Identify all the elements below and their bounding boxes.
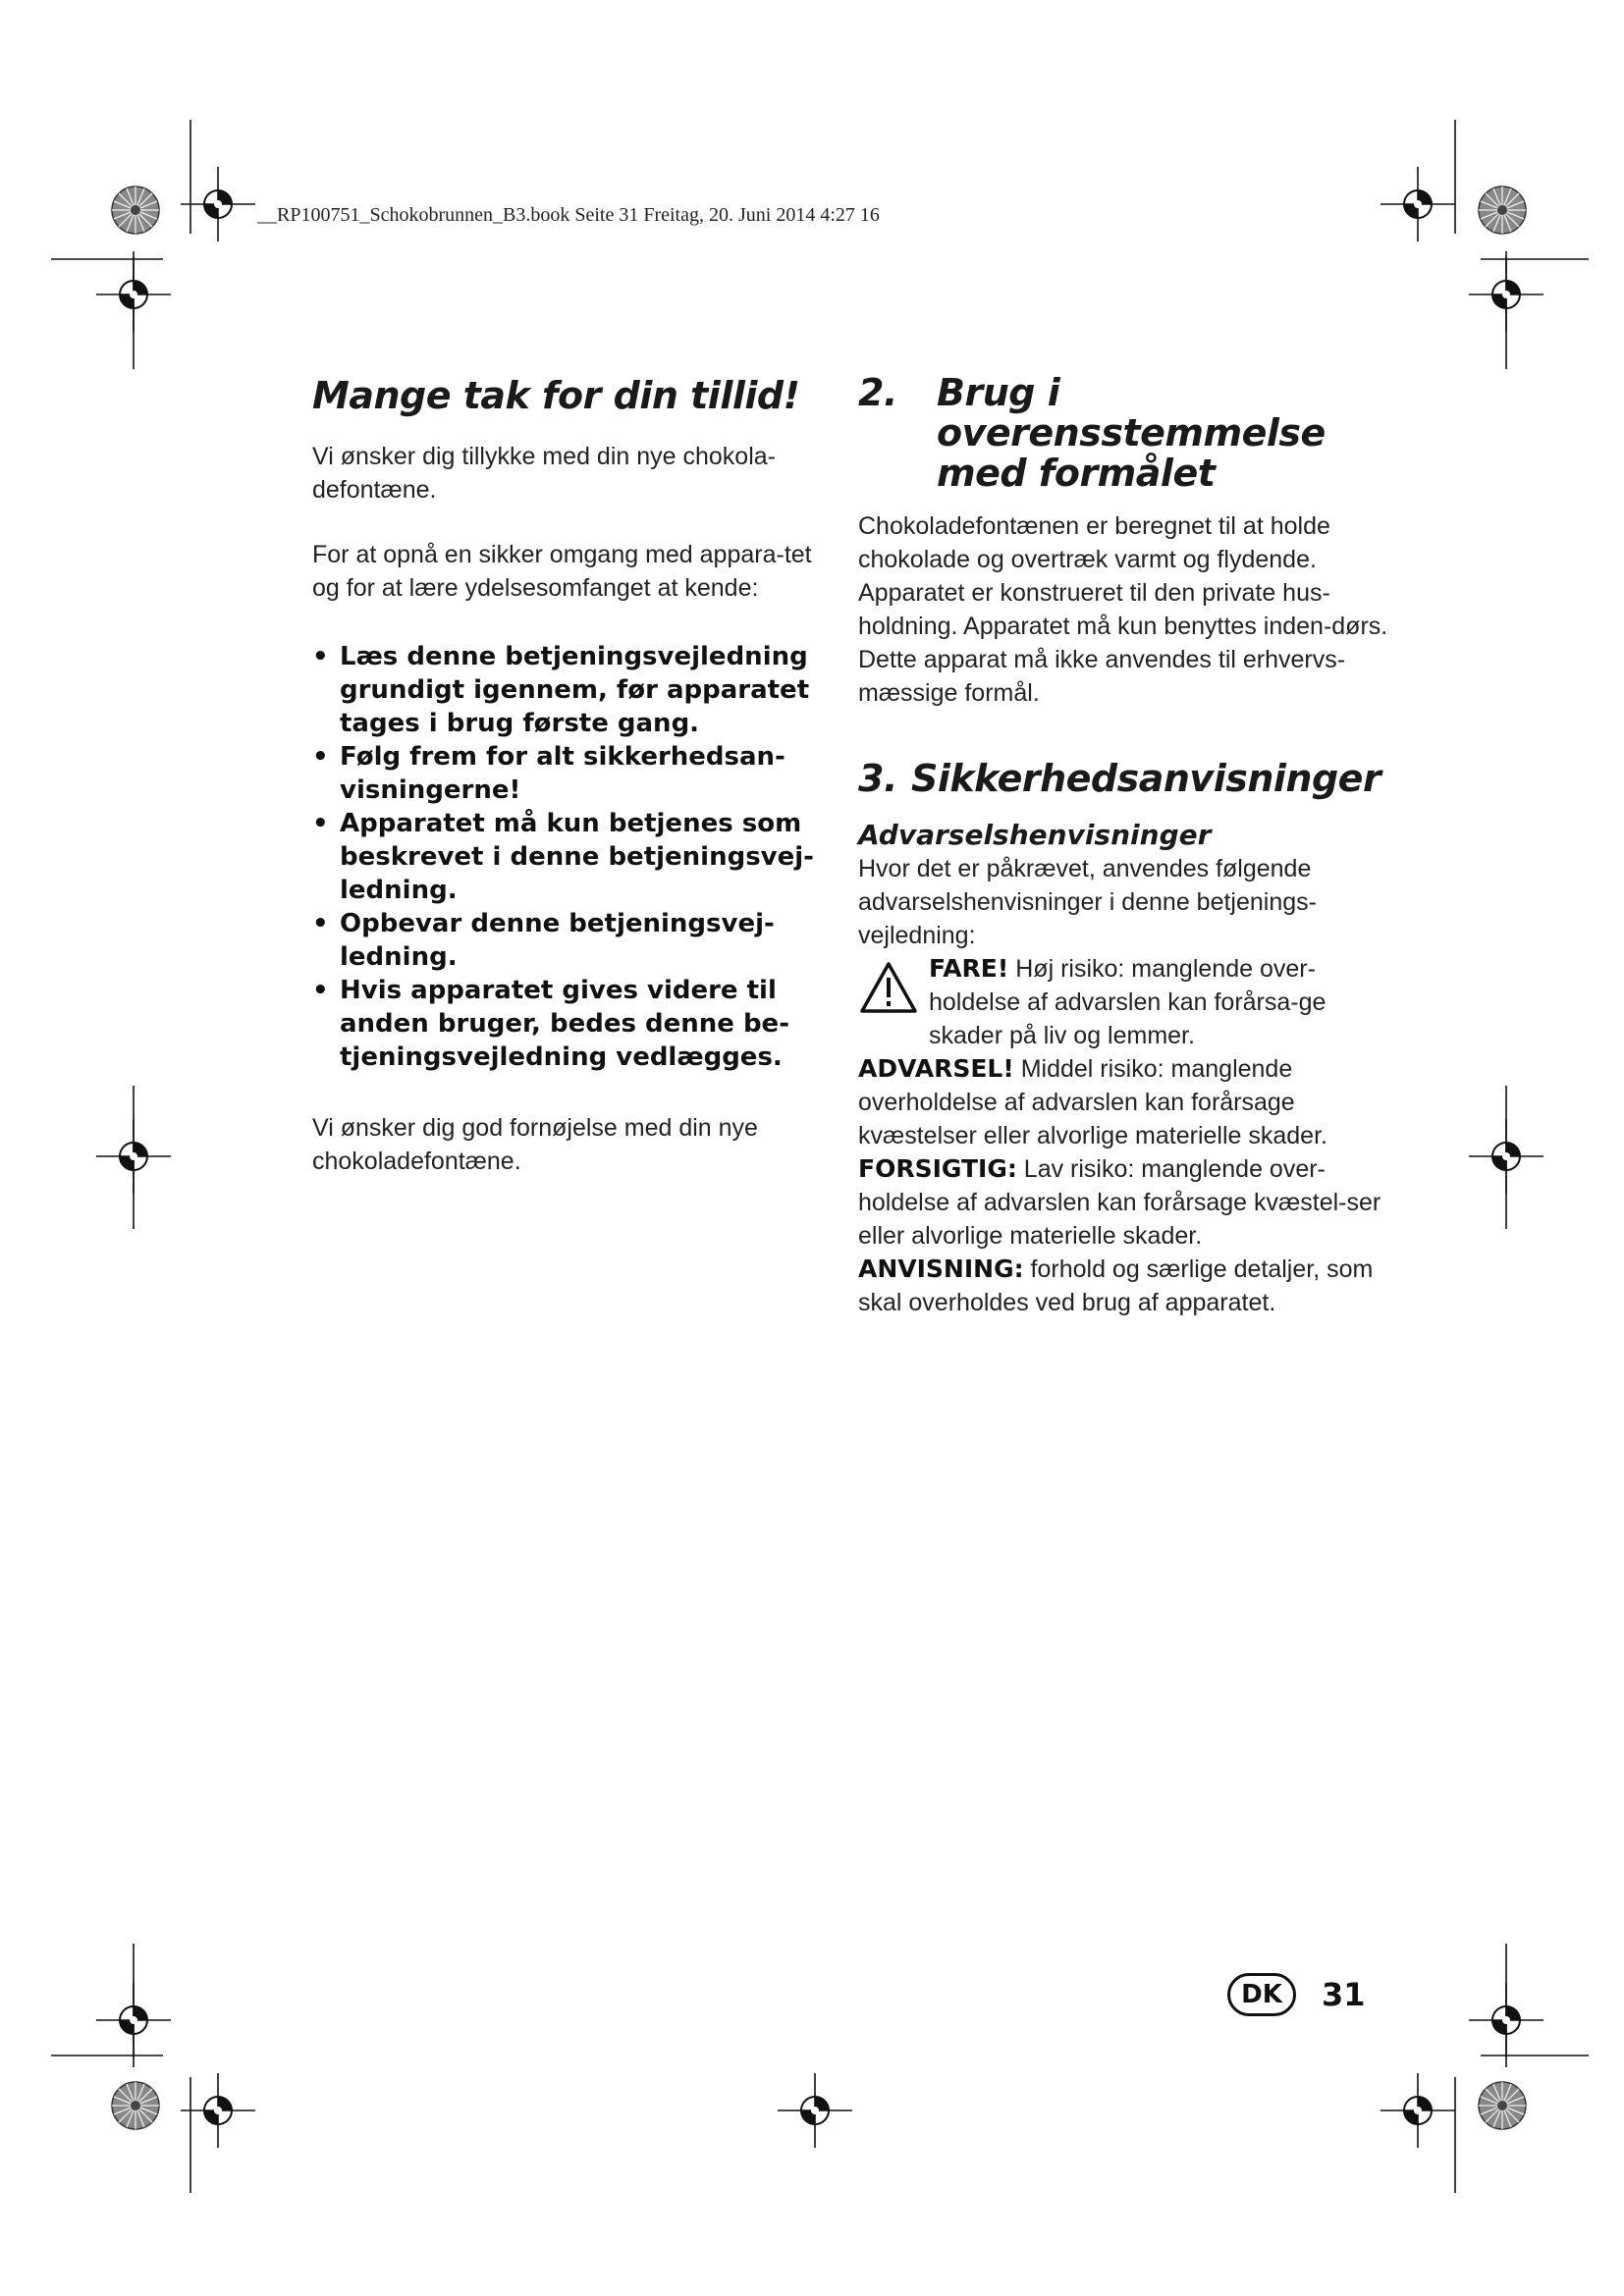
danger-text: Høj risiko: manglende over-holdelse af advarslen kan forårsa-ge skader på liv og lemmer.: [929, 955, 1326, 1049]
list-item: [312, 974, 833, 1074]
instruction-list: [312, 640, 833, 1074]
section-2-paragraph: Chokoladefontænen er beregnet til at holde chokolade og overtræk varmt og flydende. Apparatet er konstrueret til den private hus-holdning. Apparatet må kun benyttes inden-dørs.: [858, 512, 1388, 640]
section-2-number: 2.: [858, 371, 897, 414]
warning-text: Middel risiko: manglende overholdelse af advarslen kan forårsage kvæstelser eller alvorlige materielle skader.: [858, 1055, 1327, 1149]
caution-label: FORSIGTIG:: [858, 1154, 1017, 1183]
warnings-intro: Hvor det er påkrævet, anvendes følgende advarselshenvisninger i denne betjenings-vejledning:: [858, 855, 1317, 949]
intro-paragraph-2: For at opnå en sikker omgang med appara-tet og for at lære ydelsesomfanget at kende:: [312, 541, 812, 602]
page-footer: [1227, 1973, 1366, 2016]
list-item: [312, 807, 833, 907]
note-label: ANVISNING:: [858, 1255, 1024, 1283]
file-slug: __RP100751_Schokobrunnen_B3.book Seite 31 Freitag, 20. Juni 2014 4:27 16: [257, 204, 880, 226]
section-3-heading: [858, 759, 1388, 799]
caution-notice: [858, 1152, 1388, 1253]
country-badge: DK: [1227, 1973, 1296, 2016]
caution-text: Lav risiko: manglende over-holdelse af advarslen kan forårsage kvæstel-ser eller alvorlige materielle skader.: [858, 1155, 1381, 1250]
list-item: [312, 640, 833, 740]
bullet-icon: •: [312, 742, 329, 772]
right-column: [858, 373, 1388, 1319]
page-title: Mange tak for din tillid!: [312, 374, 800, 417]
warnings-subheading: Advarselshenvisninger: [858, 819, 1212, 851]
bullet-icon: •: [312, 909, 329, 938]
section-3-title: Sikkerhedsanvisninger: [911, 757, 1381, 800]
warning-triangle-icon: [858, 960, 929, 1020]
page-number: 31: [1322, 1976, 1366, 2013]
left-column: [312, 373, 833, 1178]
list-item-text: Hvis apparatet gives videre til anden bruger, bedes denne be-tjeningsvejledning vedlægges.: [340, 976, 789, 1072]
list-item-text: Følg frem for alt sikkerhedsan-visningerne!: [340, 742, 785, 805]
list-item-text: Læs denne betjeningsvejledning grundigt igennem, før apparatet tages i brug første gang.: [340, 642, 810, 738]
section-2-heading: [858, 373, 1388, 494]
note-notice: [858, 1253, 1388, 1319]
closing-paragraph: Vi ønsker dig god fornøjelse med din nye chokoladefontæne.: [312, 1114, 758, 1175]
intro-paragraph: Vi ønsker dig tillykke med din nye chokola-defontæne.: [312, 443, 776, 504]
warning-label: ADVARSEL!: [858, 1054, 1014, 1083]
section-2-paragraph-2: Dette apparat må ikke anvendes til erhvervs-mæssige formål.: [858, 646, 1346, 707]
note-text: forhold og særlige detaljer, som skal overholdes ved brug af apparatet.: [858, 1255, 1374, 1316]
warning-notice: [858, 1052, 1388, 1152]
list-item: [312, 907, 833, 974]
section-3-number: 3.: [858, 757, 897, 800]
bullet-icon: •: [312, 642, 329, 671]
danger-label: FARE!: [929, 954, 1009, 983]
bullet-icon: •: [312, 976, 329, 1005]
danger-notice: [858, 952, 1388, 1052]
list-item-text: Apparatet må kun betjenes som beskrevet i denne betjeningsvej-ledning.: [340, 809, 814, 905]
section-2-title: Brug i overensstemmelse med formålet: [937, 371, 1326, 495]
list-item: [312, 740, 833, 807]
list-item-text: Opbevar denne betjeningsvej-ledning.: [340, 909, 775, 972]
bullet-icon: •: [312, 809, 329, 838]
